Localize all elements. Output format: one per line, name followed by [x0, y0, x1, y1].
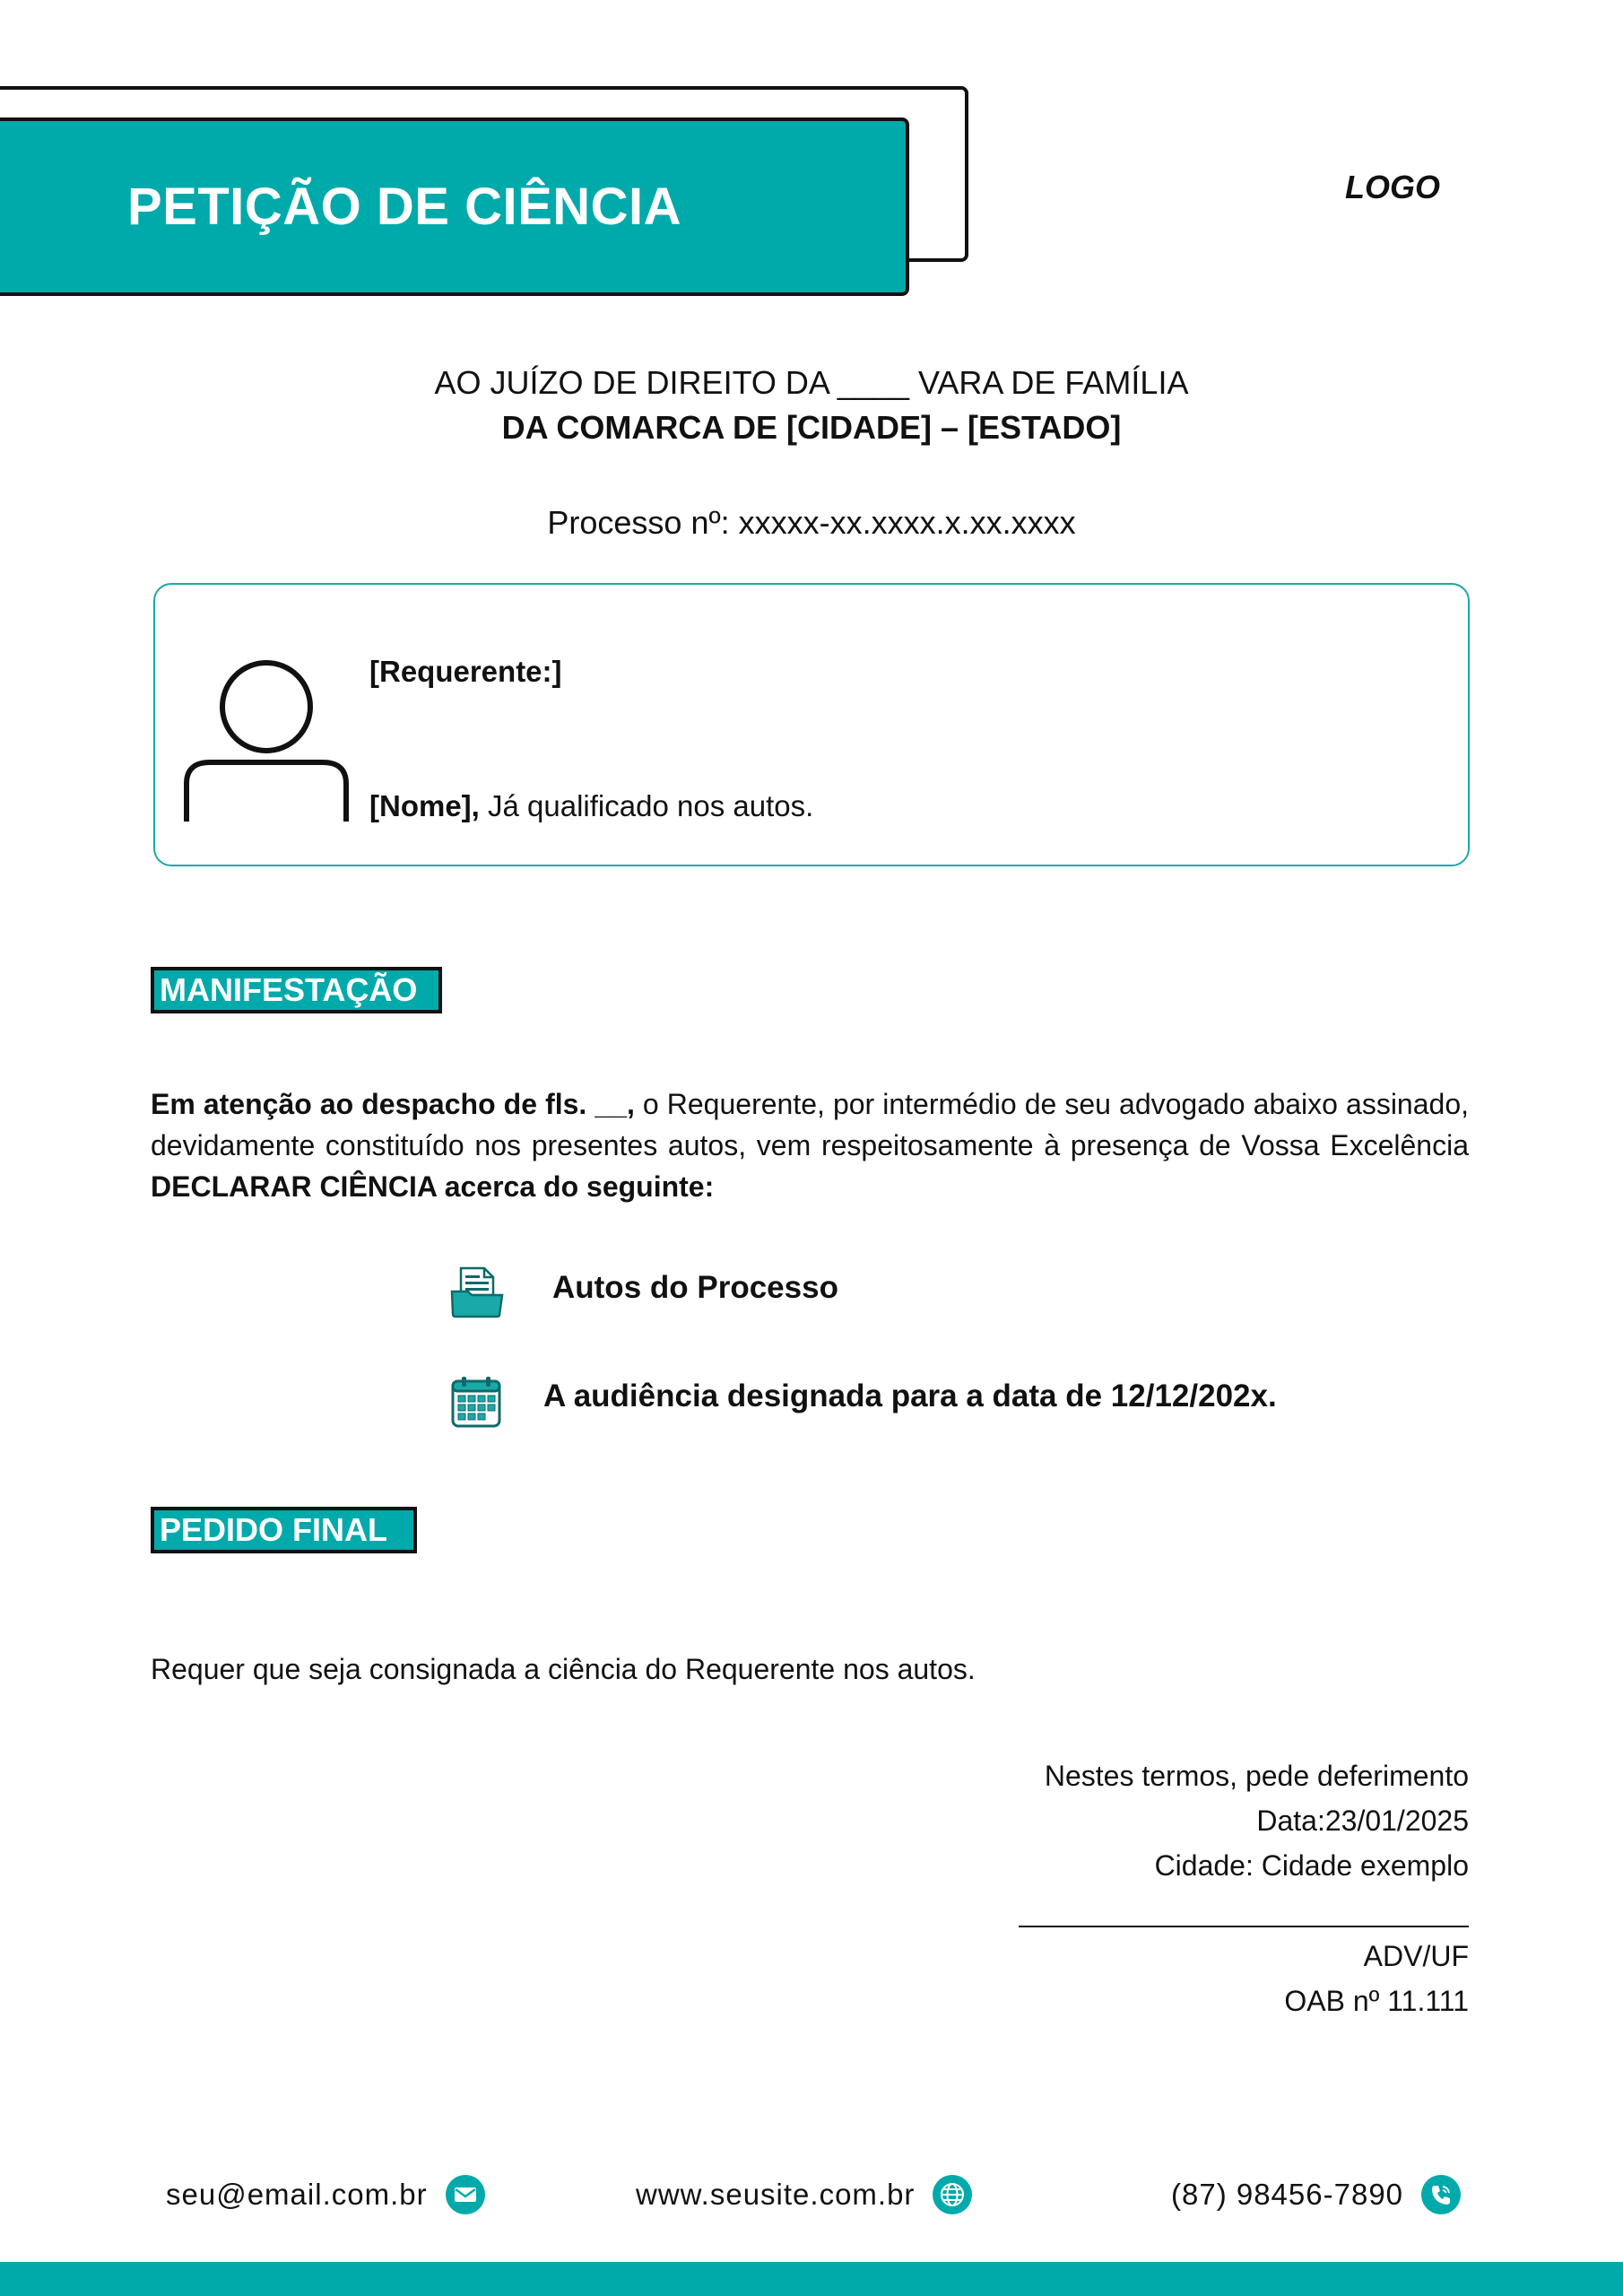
- closing-city: Cidade: Cidade exemplo: [1154, 1849, 1469, 1882]
- title-banner: [0, 117, 909, 296]
- paragraph-body: o Requerente, por intermédio de seu advogado abaixo assinado, devidamente constituído nos presentes autos, vem respeitosamente à presença de Vossa Excelência: [151, 1088, 1470, 1161]
- pedido-final-text: Requer que seja consignada a ciência do Requerente nos autos.: [151, 1653, 976, 1685]
- footer-bar: [0, 2262, 1623, 2296]
- section-title-manifestacao: MANIFESTAÇÃO: [151, 967, 442, 1013]
- declare-statement: DECLARAR CIÊNCIA acerca do seguinte:: [151, 1170, 715, 1203]
- footer-email: [166, 2175, 485, 2214]
- website-text: www.seusite.com.br: [636, 2178, 916, 2211]
- signature-line: [1019, 1926, 1469, 1927]
- requerente-name-line: [369, 789, 813, 823]
- court-address-line2: DA COMARCA DE [CIDADE] – [ESTADO]: [501, 409, 1122, 446]
- despacho-reference: Em atenção ao despacho de fls. __,: [151, 1088, 635, 1120]
- signature-role: ADV/UF: [1363, 1940, 1469, 1972]
- globe-icon: [933, 2175, 972, 2214]
- phone-text: (87) 98456-7890: [1171, 2178, 1404, 2211]
- court-address-line1: AO JUÍZO DE DIREITO DA ____ VARA DE FAMÍLIA: [434, 364, 1189, 401]
- process-number: Processo nº: xxxxx-xx.xxxx.x.xx.xxxx: [547, 504, 1076, 541]
- logo: LOGO: [1345, 169, 1440, 205]
- oab-number: OAB nº 11.111: [1284, 1985, 1469, 2017]
- requerente-card: [153, 583, 1470, 866]
- list-item-autos: Autos do Processo: [552, 1270, 838, 1305]
- phone-icon: [1421, 2175, 1461, 2214]
- requerente-name: [Nome],: [369, 789, 480, 822]
- section-title-pedido-final: PEDIDO FINAL: [151, 1507, 417, 1553]
- requerente-qualification: Já qualificado nos autos.: [479, 789, 814, 822]
- closing-date: Data:23/01/2025: [1256, 1805, 1469, 1837]
- person-icon: [183, 658, 350, 828]
- footer-phone: [1171, 2175, 1461, 2214]
- mail-icon: [446, 2175, 485, 2214]
- document-title: PETIÇÃO DE CIÊNCIA: [127, 178, 682, 236]
- email-text: seu@email.com.br: [166, 2178, 428, 2211]
- document-folder-icon: [450, 1265, 504, 1323]
- requerente-label: [Requerente:]: [369, 655, 562, 688]
- calendar-icon: [450, 1375, 502, 1433]
- closing-statement: Nestes termos, pede deferimento: [1044, 1760, 1469, 1792]
- footer-website: [636, 2175, 972, 2214]
- list-item-audiencia: A audiência designada para a data de 12/12/202x.: [543, 1378, 1277, 1413]
- manifestacao-paragraph: [151, 1083, 1469, 1207]
